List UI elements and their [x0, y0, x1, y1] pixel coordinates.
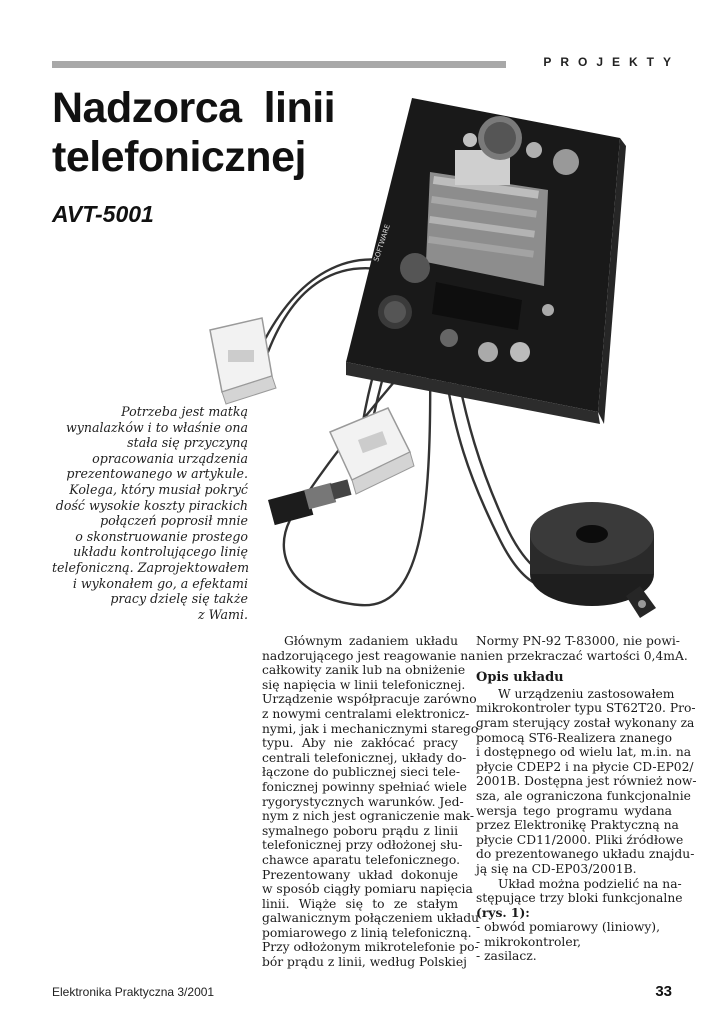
body-line: nadzorującego jest reagowanie na: [262, 648, 476, 663]
body-line: ją się na CD-EP03/2001B.: [476, 861, 637, 876]
lead-line: Potrzeba jest matką: [121, 404, 248, 419]
list-item: - zasilacz.: [476, 949, 537, 964]
body-line: linii. Wiąże się to ze stałym: [262, 896, 458, 911]
body-line: Przy odłożonym mikrotelefonie po-: [262, 940, 479, 955]
body-line: się napięcia w linii telefonicznej.: [262, 677, 466, 692]
body-line: galwanicznym połączeniem układu: [262, 911, 480, 926]
lead-line: o skonstruowanie prostego: [75, 528, 248, 544]
body-line: gram sterujący został wykonany za: [476, 715, 695, 730]
lead-line: z Wami.: [198, 606, 248, 622]
body-line: stępujące trzy bloki funkcjonalne: [476, 891, 683, 906]
body-line: pomiarowego z linią telefoniczną.: [262, 925, 472, 940]
lead-line: prezentowanego w artykule.: [66, 466, 248, 482]
body-line: mikrokontroler typu ST62T20. Pro-: [476, 701, 696, 716]
lead-paragraph: [52, 404, 248, 622]
body-line: z nowymi centralami elektronicz-: [262, 706, 470, 721]
header-rule: [52, 61, 506, 68]
body-line: symalnego poboru prądu z linii: [262, 823, 458, 838]
body-column-1: [262, 634, 480, 970]
body-line: typu. Aby nie zakłócać pracy: [262, 736, 458, 751]
body-line: pomocą ST6-Realizera znanego: [476, 730, 672, 745]
title-word-1: Nadzorca: [52, 84, 242, 132]
body-line: rygorystycznych warunków. Jed-: [262, 794, 464, 809]
body-line: Głównym zadaniem układu: [284, 634, 458, 648]
lead-line: połączeń poprosił mnie: [100, 513, 248, 529]
body-line: chawce aparatu telefonicznego.: [262, 852, 461, 867]
list-item: - obwód pomiarowy (liniowy),: [476, 920, 661, 935]
footer-magazine: Elektronika Praktyczna 3/2001: [52, 985, 215, 999]
lead-line: dość wysokie koszty pirackich: [55, 497, 248, 513]
body-line: nym z nich jest ograniczenie mak-: [262, 809, 475, 824]
body-line: całkowity zanik lub na obniżenie: [262, 663, 466, 678]
body-line: do prezentowanego układu znajdu-: [476, 847, 695, 862]
lead-line: układu kontrolującego linię: [73, 544, 248, 560]
device-photo: [196, 92, 686, 628]
lead-line: stała się przyczyną: [127, 435, 248, 451]
title-line-2: telefonicznej: [52, 133, 306, 181]
body-line: łączone do publicznej sieci tele-: [262, 765, 461, 780]
body-line: fonicznej powinny spełniać wiele: [262, 779, 467, 794]
body-column-2: [476, 634, 697, 964]
title-word-2: linii: [263, 84, 336, 132]
body-line: wersja tego programu wydana: [476, 803, 672, 818]
body-line: nien przekraczać wartości 0,4mA.: [476, 648, 688, 663]
lead-line: pracy dzielę się także: [110, 591, 248, 607]
body-line: bór prądu z linii, według Polskiej: [262, 955, 467, 970]
section-label: PROJEKTY: [543, 55, 680, 69]
body-line: centrali telefonicznej, układy do-: [262, 750, 467, 765]
list-item: - mikrokontroler,: [476, 934, 582, 949]
body-line: Prezentowany układ dokonuje: [262, 867, 458, 882]
body-line: przez Elektronikę Praktyczną na: [476, 818, 679, 833]
body-line: w sposób ciągły pomiaru napięcia: [262, 882, 473, 897]
body-line: Urządzenie współpracuje zarówno: [262, 692, 477, 707]
body-line: i dostępnego od wielu lat, m.in. na: [476, 745, 692, 760]
page-number: 33: [655, 983, 672, 1000]
board-label: SOFTWARE: [372, 223, 392, 263]
body-line: sza, ale ograniczona funkcjonalnie: [476, 788, 691, 803]
body-line: (rys. 1):: [476, 904, 530, 920]
body-line: Układ można podzielić na na-: [498, 876, 682, 891]
section-heading: Opis układu: [476, 670, 564, 686]
body-line: 2001B. Dostępna jest również now-: [476, 774, 697, 789]
lead-line: i wykonałem go, a efektami: [72, 575, 248, 591]
lead-line: Kolega, który musiał pokryć: [69, 481, 248, 497]
body-line: płycie CD11/2000. Pliki źródłowe: [476, 832, 684, 847]
article-code: AVT-5001: [52, 201, 154, 227]
body-line: płycie CDEP2 i na płycie CD-EP02/: [476, 759, 694, 774]
body-line: W urządzeniu zastosowałem: [498, 686, 675, 701]
body-line: Normy PN-92 T-83000, nie powi-: [476, 634, 680, 648]
body-line: telefonicznej przy odłożonej słu-: [262, 838, 463, 853]
lead-line: wynalazków i to właśnie ona: [66, 419, 248, 435]
lead-line: opracowania urządzenia: [92, 450, 248, 466]
lead-line: telefoniczną. Zaprojektowałem: [52, 559, 250, 575]
body-line: nymi, jak i mechanicznymi starego: [262, 721, 479, 736]
